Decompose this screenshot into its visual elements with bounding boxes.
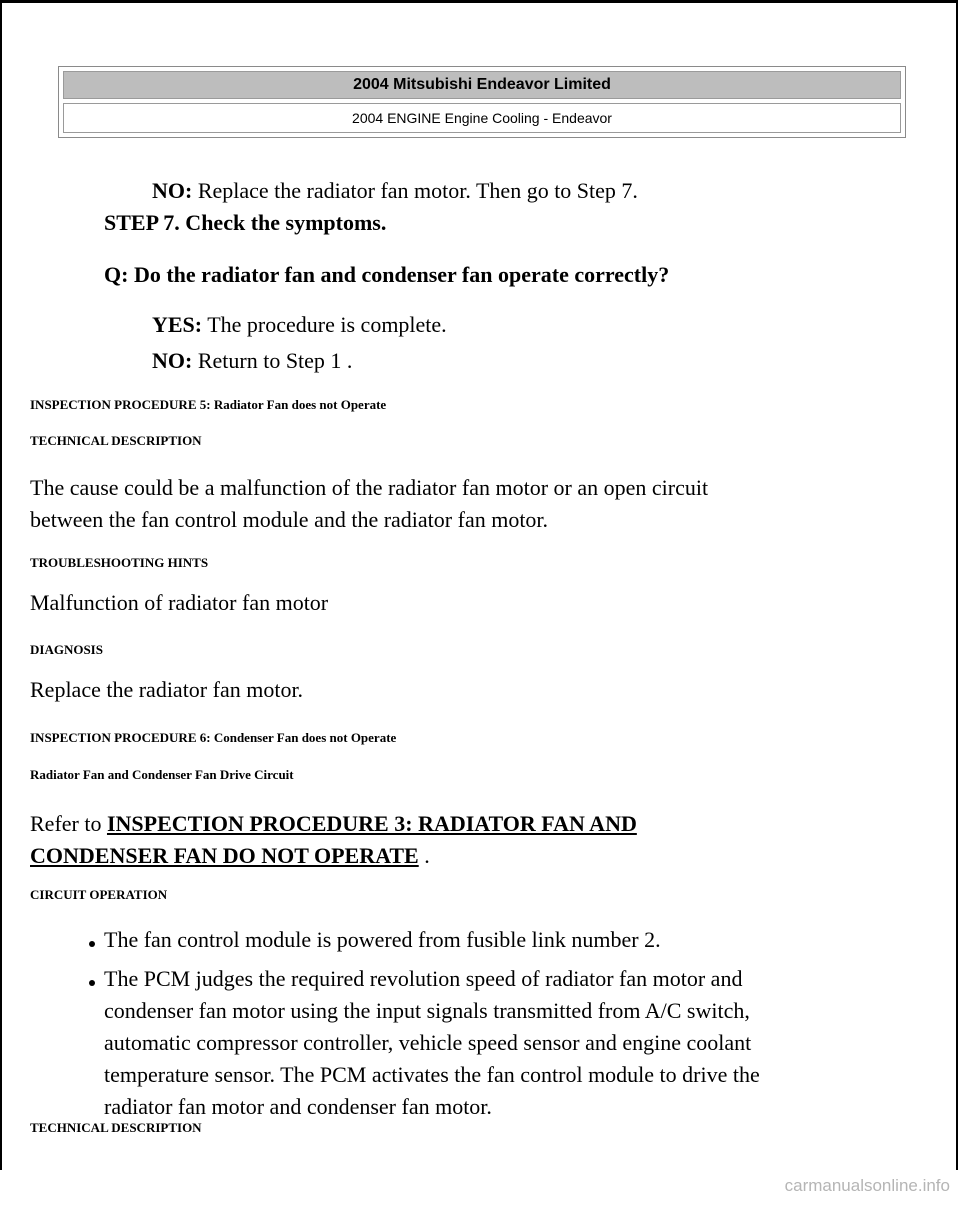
- text-line: condenser fan motor using the input signals transmitted from A/C switch,: [104, 998, 750, 1023]
- step7-heading: STEP 7. Check the symptoms.: [104, 210, 387, 235]
- answer-no-text: Replace the radiator fan motor. Then go to Step 7.: [192, 178, 638, 203]
- section-heading-technical-description-2: TECHNICAL DESCRIPTION: [30, 1120, 202, 1135]
- bullet-icon: [89, 980, 95, 986]
- answer-yes-label: YES:: [152, 312, 203, 337]
- document-header: [58, 66, 906, 138]
- text-line: The PCM judges the required revolution speed of radiator fan motor and: [104, 966, 743, 991]
- header-subtitle: 2004 ENGINE Engine Cooling - Endeavor: [63, 103, 901, 133]
- technical-description-text: [30, 472, 708, 536]
- step6-no-answer: [152, 178, 638, 204]
- text-line: [30, 808, 637, 840]
- answer-yes: [152, 312, 447, 338]
- page-top-rule: [0, 0, 958, 3]
- bullet-item-1: The fan control module is powered from fusible link number 2.: [104, 927, 661, 952]
- text-line: between the fan control module and the radiator fan motor.: [30, 507, 549, 532]
- bullet-icon: [89, 941, 95, 947]
- answer-no-text: Return to Step 1 .: [192, 348, 353, 373]
- refer-suffix: .: [418, 843, 430, 868]
- refer-paragraph: [30, 808, 637, 872]
- troubleshooting-hints-text: Malfunction of radiator fan motor: [30, 590, 329, 615]
- refer-link[interactable]: CONDENSER FAN DO NOT OPERATE: [30, 843, 419, 868]
- bullet-item-2: [104, 963, 760, 1123]
- text-line: automatic compressor controller, vehicle speed sensor and engine coolant: [104, 1030, 752, 1055]
- text-line: temperature sensor. The PCM activates the fan control module to drive the: [104, 1062, 760, 1087]
- section-heading-troubleshooting-hints: TROUBLESHOOTING HINTS: [30, 555, 209, 570]
- header-title: 2004 Mitsubishi Endeavor Limited: [63, 71, 901, 99]
- watermark: carmanualsonline.info: [784, 1176, 950, 1195]
- step7-question: Q: Do the radiator fan and condenser fan operate correctly?: [104, 262, 670, 287]
- answer-yes-text: The procedure is complete.: [202, 312, 447, 337]
- diagnosis-text: Replace the radiator fan motor.: [30, 677, 304, 702]
- section-heading-technical-description: TECHNICAL DESCRIPTION: [30, 433, 202, 448]
- section-heading-drive-circuit: Radiator Fan and Condenser Fan Drive Circuit: [30, 767, 294, 782]
- section-heading-diagnosis: DIAGNOSIS: [30, 642, 103, 657]
- refer-prefix: Refer to: [30, 811, 107, 836]
- answer-no: [152, 348, 352, 374]
- section-heading-circuit-operation: CIRCUIT OPERATION: [30, 887, 168, 902]
- text-line: [30, 840, 637, 872]
- text-line: radiator fan motor and condenser fan motor.: [104, 1094, 492, 1119]
- text-line: The cause could be a malfunction of the radiator fan motor or an open circuit: [30, 475, 709, 500]
- answer-no-label: NO:: [152, 178, 193, 203]
- refer-link[interactable]: INSPECTION PROCEDURE 3: RADIATOR FAN AND: [106, 811, 637, 836]
- section-heading-ip6: INSPECTION PROCEDURE 6: Condenser Fan does not Operate: [30, 730, 397, 745]
- section-heading-ip5: INSPECTION PROCEDURE 5: Radiator Fan does not Operate: [30, 397, 387, 412]
- answer-no-label: NO:: [152, 348, 193, 373]
